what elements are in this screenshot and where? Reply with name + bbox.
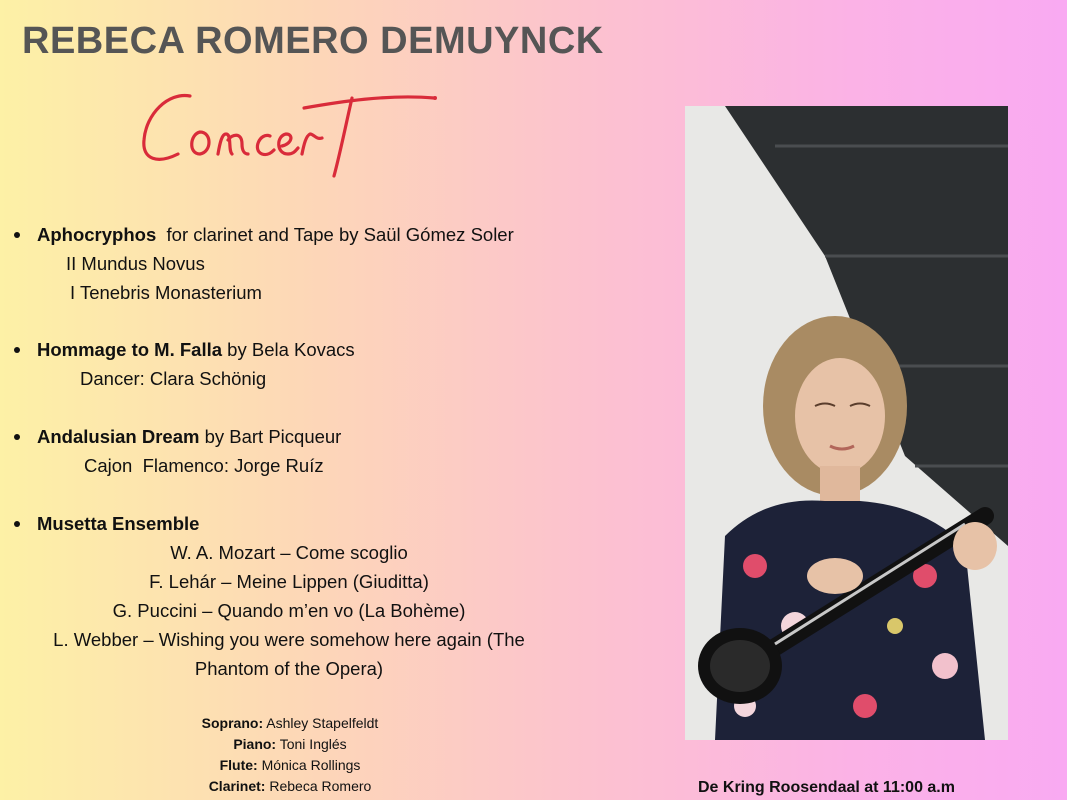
performer-credits xyxy=(90,713,490,797)
list-item xyxy=(0,335,600,393)
credit-role: Flute: xyxy=(219,757,258,773)
credit-name: Rebeca Romero xyxy=(265,778,372,794)
piece-title: Andalusian Dream xyxy=(37,426,200,447)
performer-photo xyxy=(685,106,1008,740)
credit-line xyxy=(90,734,490,755)
list-item xyxy=(0,509,600,683)
credit-line xyxy=(90,776,490,797)
credit-name: Ashley Stapelfeldt xyxy=(263,715,379,731)
piece-info: by Bela Kovacs xyxy=(222,339,355,360)
credit-line xyxy=(90,755,490,776)
piece-detail: F. Lehár – Meine Lippen (Giuditta) xyxy=(149,571,429,592)
piece-detail: II Mundus Novus xyxy=(66,253,205,274)
page-title: REBECA ROMERO DEMUYNCK xyxy=(22,20,604,62)
credit-role: Piano: xyxy=(233,736,277,752)
piece-detail: Dancer: Clara Schönig xyxy=(80,368,267,389)
piece-detail: G. Puccini – Quando m’en vo (La Bohème) xyxy=(112,600,466,621)
credit-role: Soprano: xyxy=(201,715,264,731)
venue-info: De Kring Roosendaal at 11:00 a.m xyxy=(698,779,955,796)
credit-role: Clarinet: xyxy=(208,778,266,794)
concert-script-logo xyxy=(138,84,448,184)
piece-title: Musetta Ensemble xyxy=(37,513,200,534)
credit-name: Mónica Rollings xyxy=(257,757,361,773)
credit-line xyxy=(90,713,490,734)
piece-title: Aphocryphos xyxy=(37,224,157,245)
piece-detail: W. A. Mozart – Come scoglio xyxy=(170,542,408,563)
list-item xyxy=(0,220,600,307)
piece-detail: I Tenebris Monasterium xyxy=(70,282,262,303)
credit-name: Toni Inglés xyxy=(276,736,347,752)
piece-info: for clarinet and Tape by Saül Gómez Soler xyxy=(156,224,514,245)
piece-detail: Phantom of the Opera) xyxy=(194,658,384,679)
piece-title: Hommage to M. Falla xyxy=(37,339,223,360)
list-item xyxy=(0,422,600,480)
piece-detail: L. Webber – Wishing you were somehow here again (The xyxy=(53,629,525,650)
piece-info: by Bart Picqueur xyxy=(199,426,342,447)
piece-detail: Cajon Flamenco: Jorge Ruíz xyxy=(84,455,324,476)
